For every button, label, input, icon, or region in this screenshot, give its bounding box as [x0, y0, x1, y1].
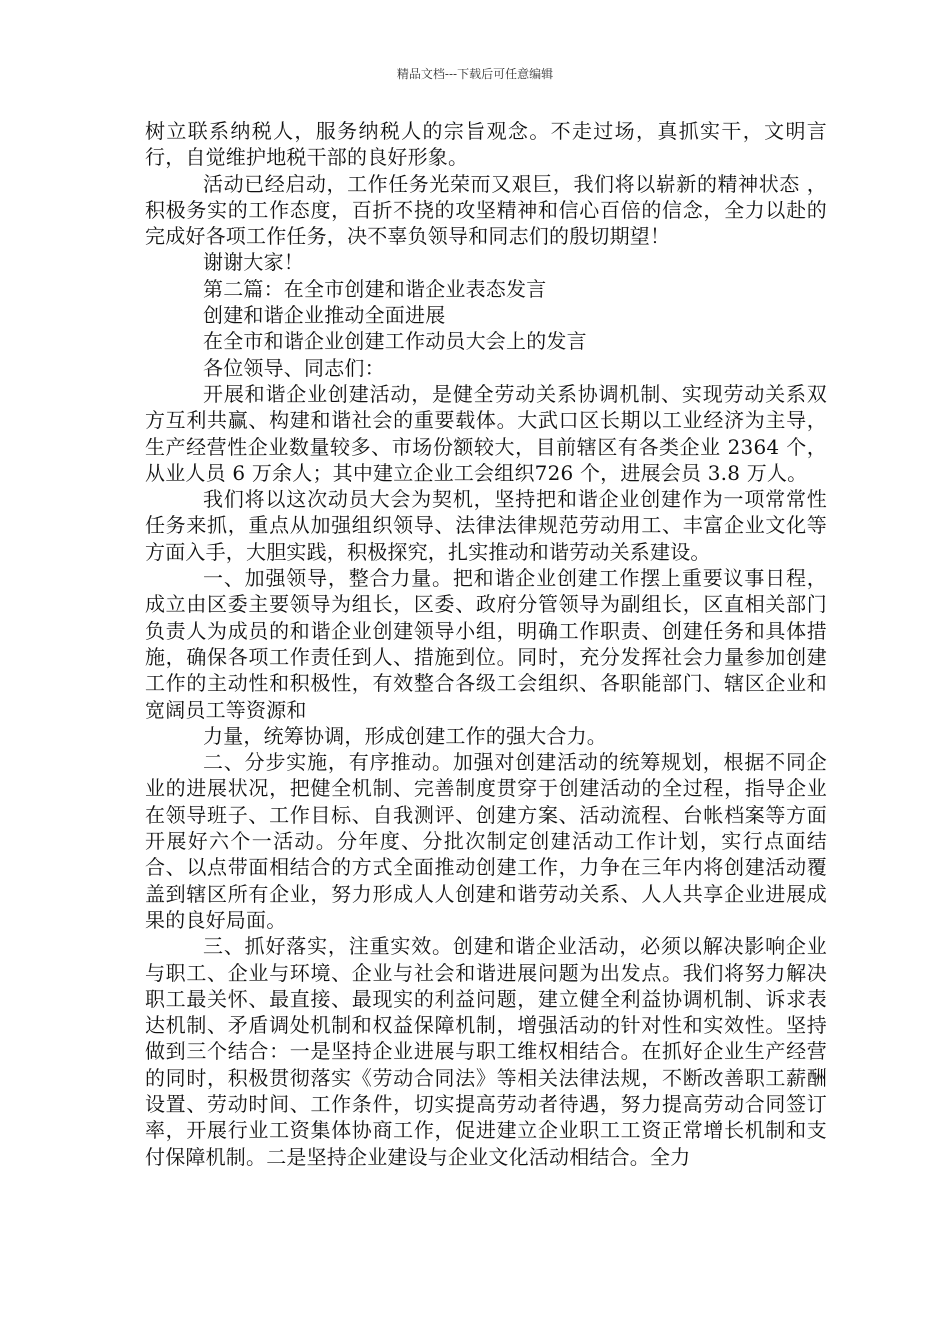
paragraph: 三、抓好落实，注重实效。创建和谐企业活动，必须以解决影响企业与职工、企业与环境、企业与社会和谐进展问题为出发点。我们将努力解决职工最关怀、最直接、最现实的利益问题，建立健全利益协调机制、诉求表达机制、矛盾调处机制和权益保障机制，增强活动的针对性和实效性。坚持做到三个结合：一是坚持企业进展与职工维权相结合。在抓好企业生产经营的同时，积极贯彻落实《劳动合同法》等相关法律法规，不断改善职工薪酬设置、劳动时间、工作条件，切实提高劳动者待遇，努力提高劳动合同签订率，开展行业工资集体协商工作，促进建立企业职工工资正常增长机制和支付保障机制。二是坚持企业建设与企业文化活动相结合。全力 [145, 934, 827, 1169]
paragraph: 力量，统筹协调，形成创建工作的强大合力。 [203, 723, 607, 748]
page-header: 精品文档---下载后可任意编辑 [396, 67, 554, 81]
paragraph: 树立联系纳税人，服务纳税人的宗旨观念。不走过场，真抓实干，文明言行，自觉维护地税干部的良好形象。 [145, 119, 827, 170]
paragraph: 开展和谐企业创建活动，是健全劳动关系协调机制、实现劳动关系双方互利共赢、构建和谐社会的重要载体。大武口区长期以工业经济为主导，生产经营性企业数量较多、市场份额较大，目前辖区有各类企业 2364 个，从业人员 6 万余人；其中建立企业工会组织726 个，进展会员 3.8 万人。 [145, 381, 827, 485]
paragraph: 一、加强领导，整合力量。把和谐企业创建工作摆上重要议事日程，成立由区委主要领导为组长，区委、政府分管领导为副组长，区直相关部门负责人为成员的和谐企业创建领导小组，明确工作职责、创建任务和具体措施，确保各项工作责任到人、措施到位。同时，充分发挥社会力量参加创建工作的主动性和积极性，有效整合各级工会组织、各职能部门、辖区企业和宽阔员工等资源和 [145, 566, 827, 722]
section-title: 第二篇：在全市创建和谐企业表态发言 [203, 276, 547, 301]
salutation: 各位领导、同志们： [203, 355, 385, 380]
paragraph: 活动已经启动，工作任务光荣而又艰巨，我们将以崭新的精神状态 ，积极务实的工作态度，百折不挠的攻坚精神和信心百倍的信念，全力以赴的完成好各项工作任务，决不辜负领导和同志们的殷切期望！ [145, 171, 827, 249]
speech-title: 创建和谐企业推动全面进展 [203, 303, 446, 328]
document-body [145, 118, 827, 1170]
speech-subtitle: 在全市和谐企业创建工作动员大会上的发言 [203, 329, 587, 354]
paragraph: 我们将以这次动员大会为契机，坚持把和谐企业创建作为一项常常性任务来抓，重点从加强组织领导、法律法律规范劳动用工、丰富企业文化等方面入手，大胆实践，积极探究，扎实推动和谐劳动关系建设。 [145, 487, 827, 564]
paragraph: 谢谢大家！ [203, 250, 304, 275]
paragraph: 二、分步实施，有序推动。加强对创建活动的统筹规划，根据不同企业的进展状况，把健全机制、完善制度贯穿于创建活动的全过程，指导企业在领导班子、工作目标、自我测评、创建方案、活动流程、台帐档案等方面开展好六个一活动。分年度、分批次制定创建活动工作计划，实行点面结合、以点带面相结合的方式全面推动创建工作，力争在三年内将创建活动覆盖到辖区所有企业，努力形成人人创建和谐劳动关系、人人共享企业进展成果的良好局面。 [145, 750, 827, 932]
